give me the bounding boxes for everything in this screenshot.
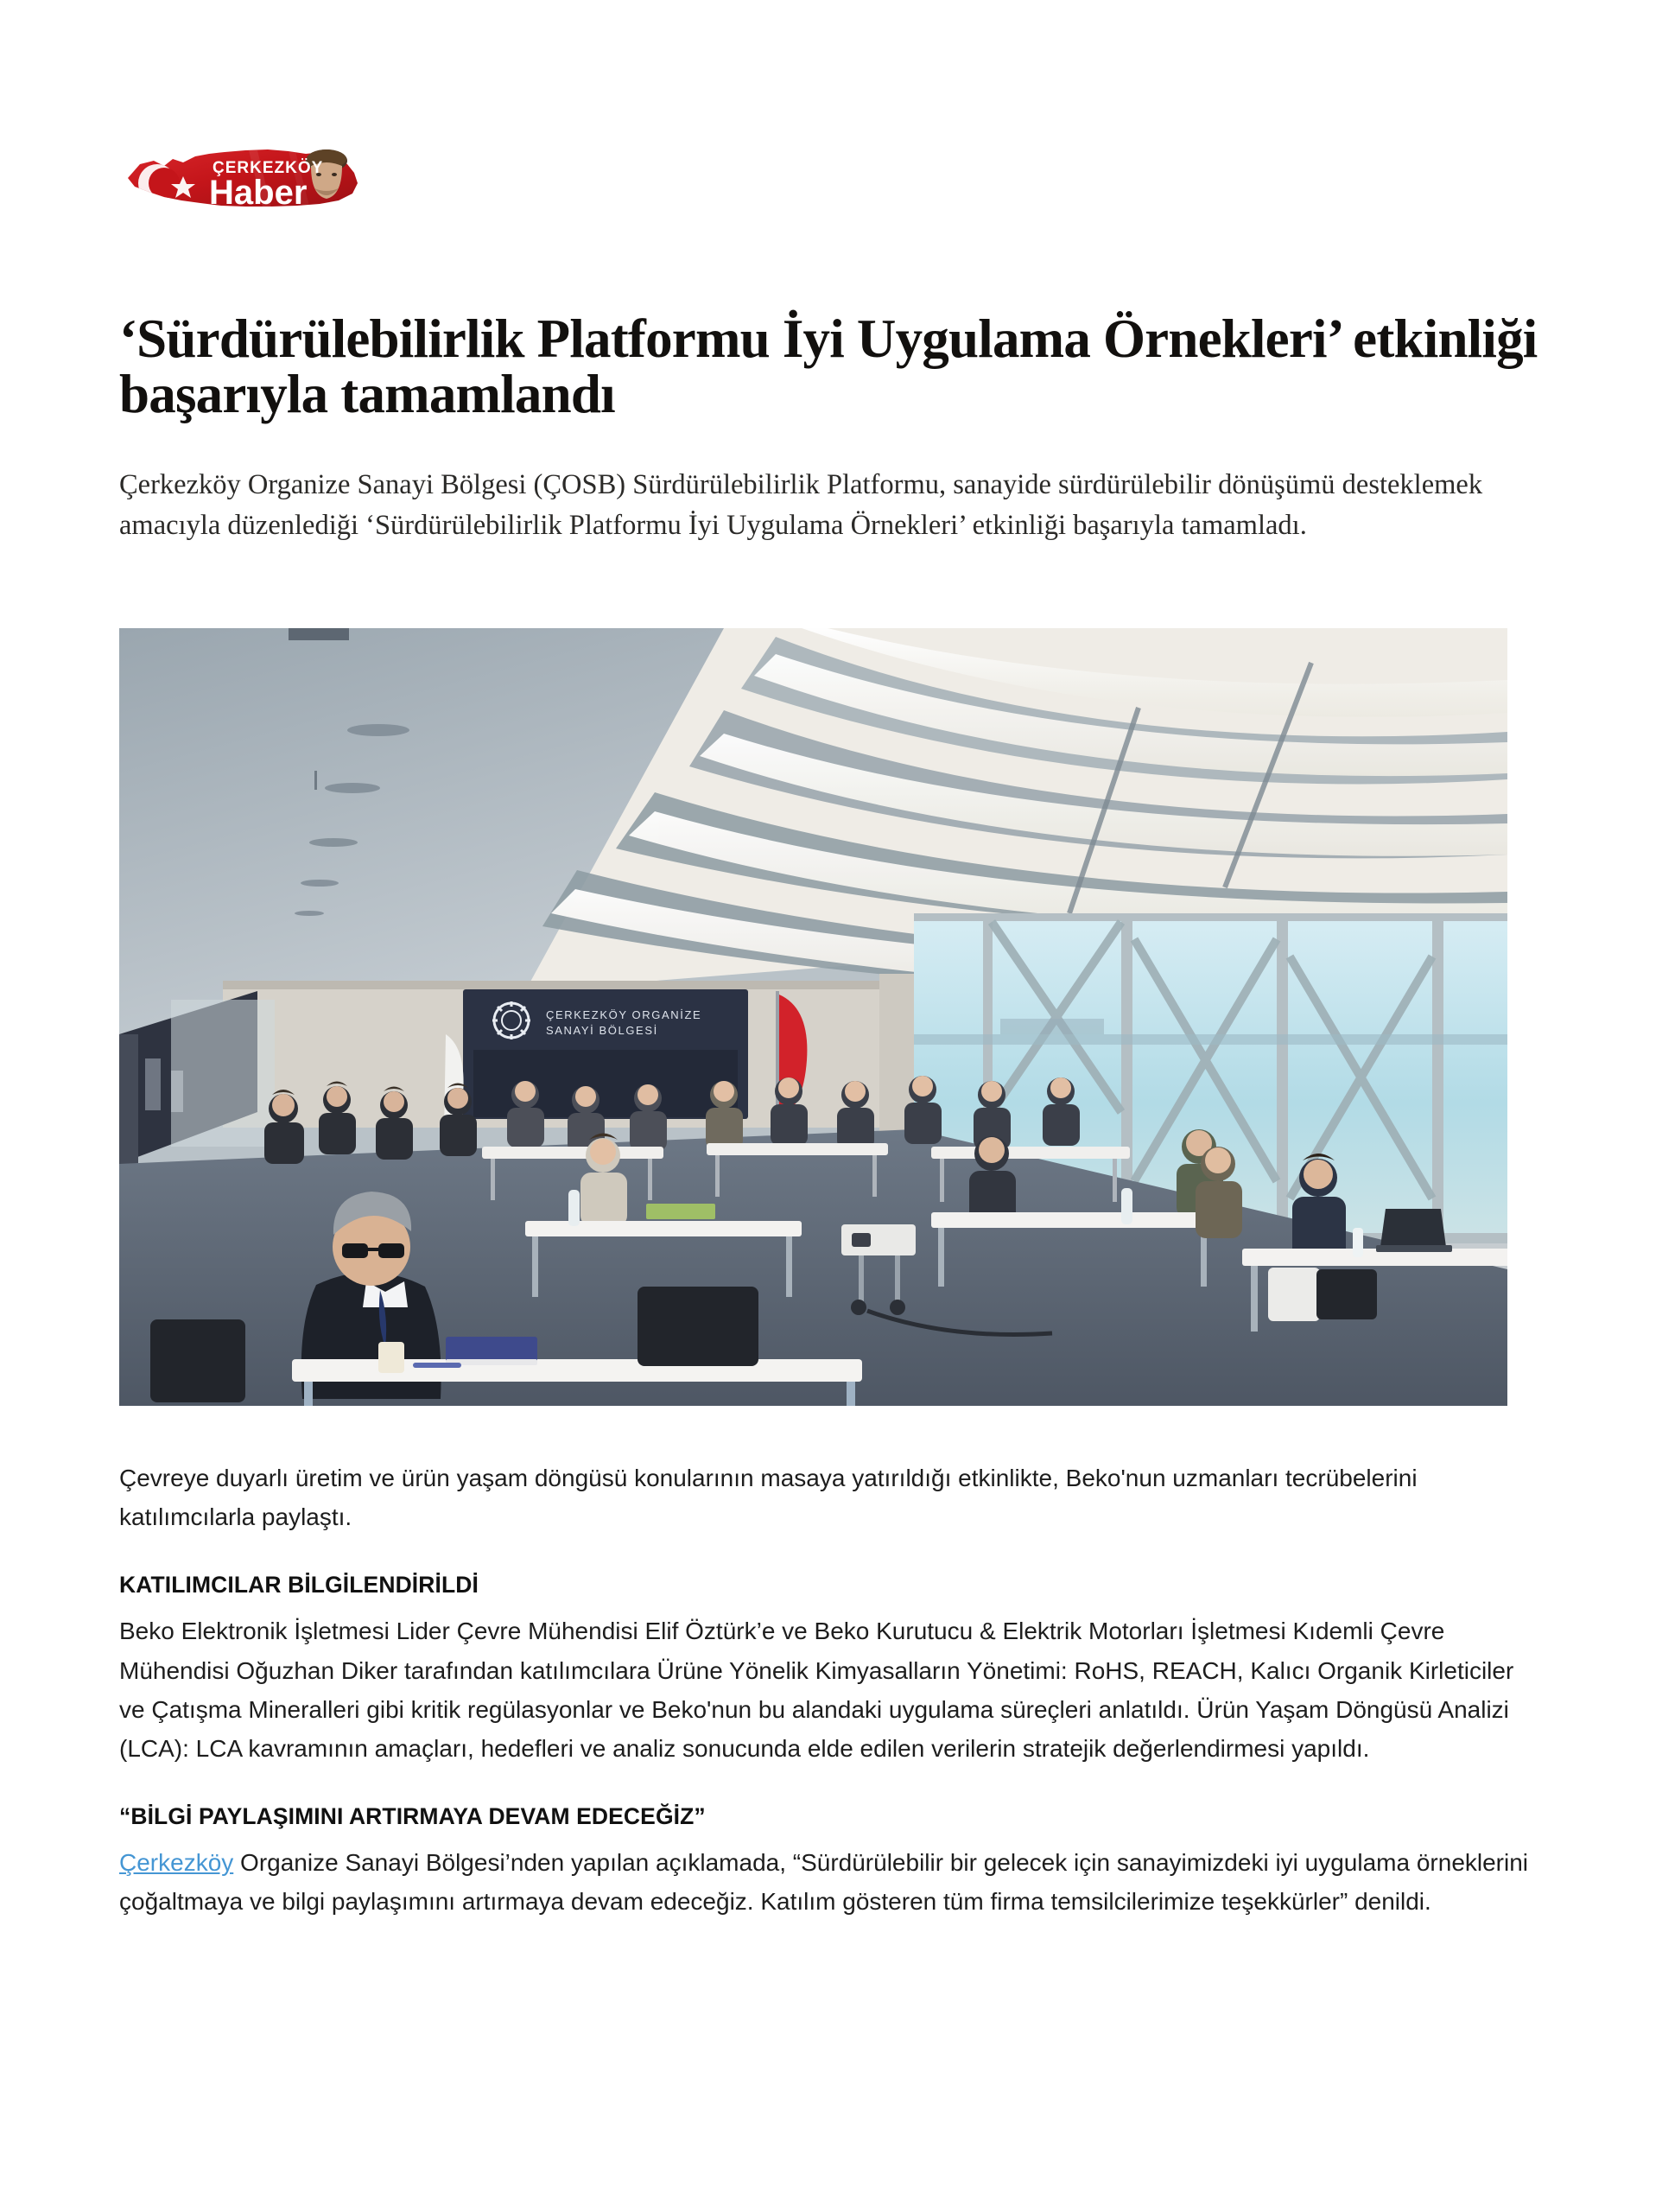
site-logo[interactable]	[119, 128, 370, 223]
section-heading-2: “BİLGİ PAYLAŞIMINI ARTIRMAYA DEVAM EDECEĞİZ”	[119, 1802, 706, 1829]
article-lead: Çerkezköy Organize Sanayi Bölgesi (ÇOSB) Sürdürülebilirlik Platformu, sanayide sürdürülebilir dönüşümü desteklemek amacıyla düzenlediği ‘Sürdürülebilirlik Platformu İyi Uygulama Örnekleri’ etkinliği başarıyla tamamladı.	[119, 468, 1483, 542]
article-photo	[119, 628, 1507, 1406]
banner-line-2: SANAYİ BÖLGESİ	[546, 1024, 658, 1037]
section-body-2-text: Organize Sanayi Bölgesi’nden yapılan açıklamada, “Sürdürülebilir bir gelecek için sanayimizdeki iyi uygulama örneklerini çoğaltmaya ve bilgi paylaşımını artırmaya devam edeceğiz. Katılım gösteren tüm firma temsilcilerimize teşekkürler” denildi.	[119, 1849, 1529, 1916]
body-paragraph-1: Çevreye duyarlı üretim ve ürün yaşam döngüsü konularının masaya yatırıldığı etkinlikte, Beko'nun uzmanları tecrübelerini katılımcılarla paylaştı.	[119, 1465, 1418, 1531]
article-headline: ‘Sürdürülebilirlik Platformu İyi Uygulama Örnekleri’ etkinliği başarıyla tamamlandı	[119, 308, 1538, 425]
logo-main-text: Haber	[209, 174, 308, 212]
section-body-2	[119, 1843, 1545, 1922]
cerkezkoy-haber-logo-icon	[119, 128, 370, 223]
section-body-1: Beko Elektronik İşletmesi Lider Çevre Mühendisi Elif Öztürk’e ve Beko Kurutucu & Elektrik Motorları İşletmesi Kıdemli Çevre Mühendisi Oğuzhan Diker tarafından katılımcılara Ürüne Yönelik Kimyasalların Yönetimi: RoHS, REACH, Kalıcı Organik Kirleticiler ve Çatışma Mineralleri gibi kritik regülasyonlar ve Beko'nun bu alandaki uygulama süreçleri anlatıldı. Ürün Yaşam Döngüsü Analizi (LCA): LCA kavramının amaçları, hedefleri ve analiz sonucunda elde edilen verilerin stratejik değerlendirmesi yapıldı.	[119, 1618, 1514, 1763]
logo-top-text: ÇERKEZKÖY	[213, 159, 324, 177]
conference-room-photo	[119, 628, 1507, 1406]
section-heading-1: KATILIMCILAR BİLGİLENDİRİLDİ	[119, 1571, 479, 1598]
article-body	[119, 1459, 1545, 1951]
cerkezkoy-link[interactable]: Çerkezköy	[119, 1849, 234, 1877]
banner-line-1: ÇERKEZKÖY ORGANİZE	[546, 1008, 702, 1021]
